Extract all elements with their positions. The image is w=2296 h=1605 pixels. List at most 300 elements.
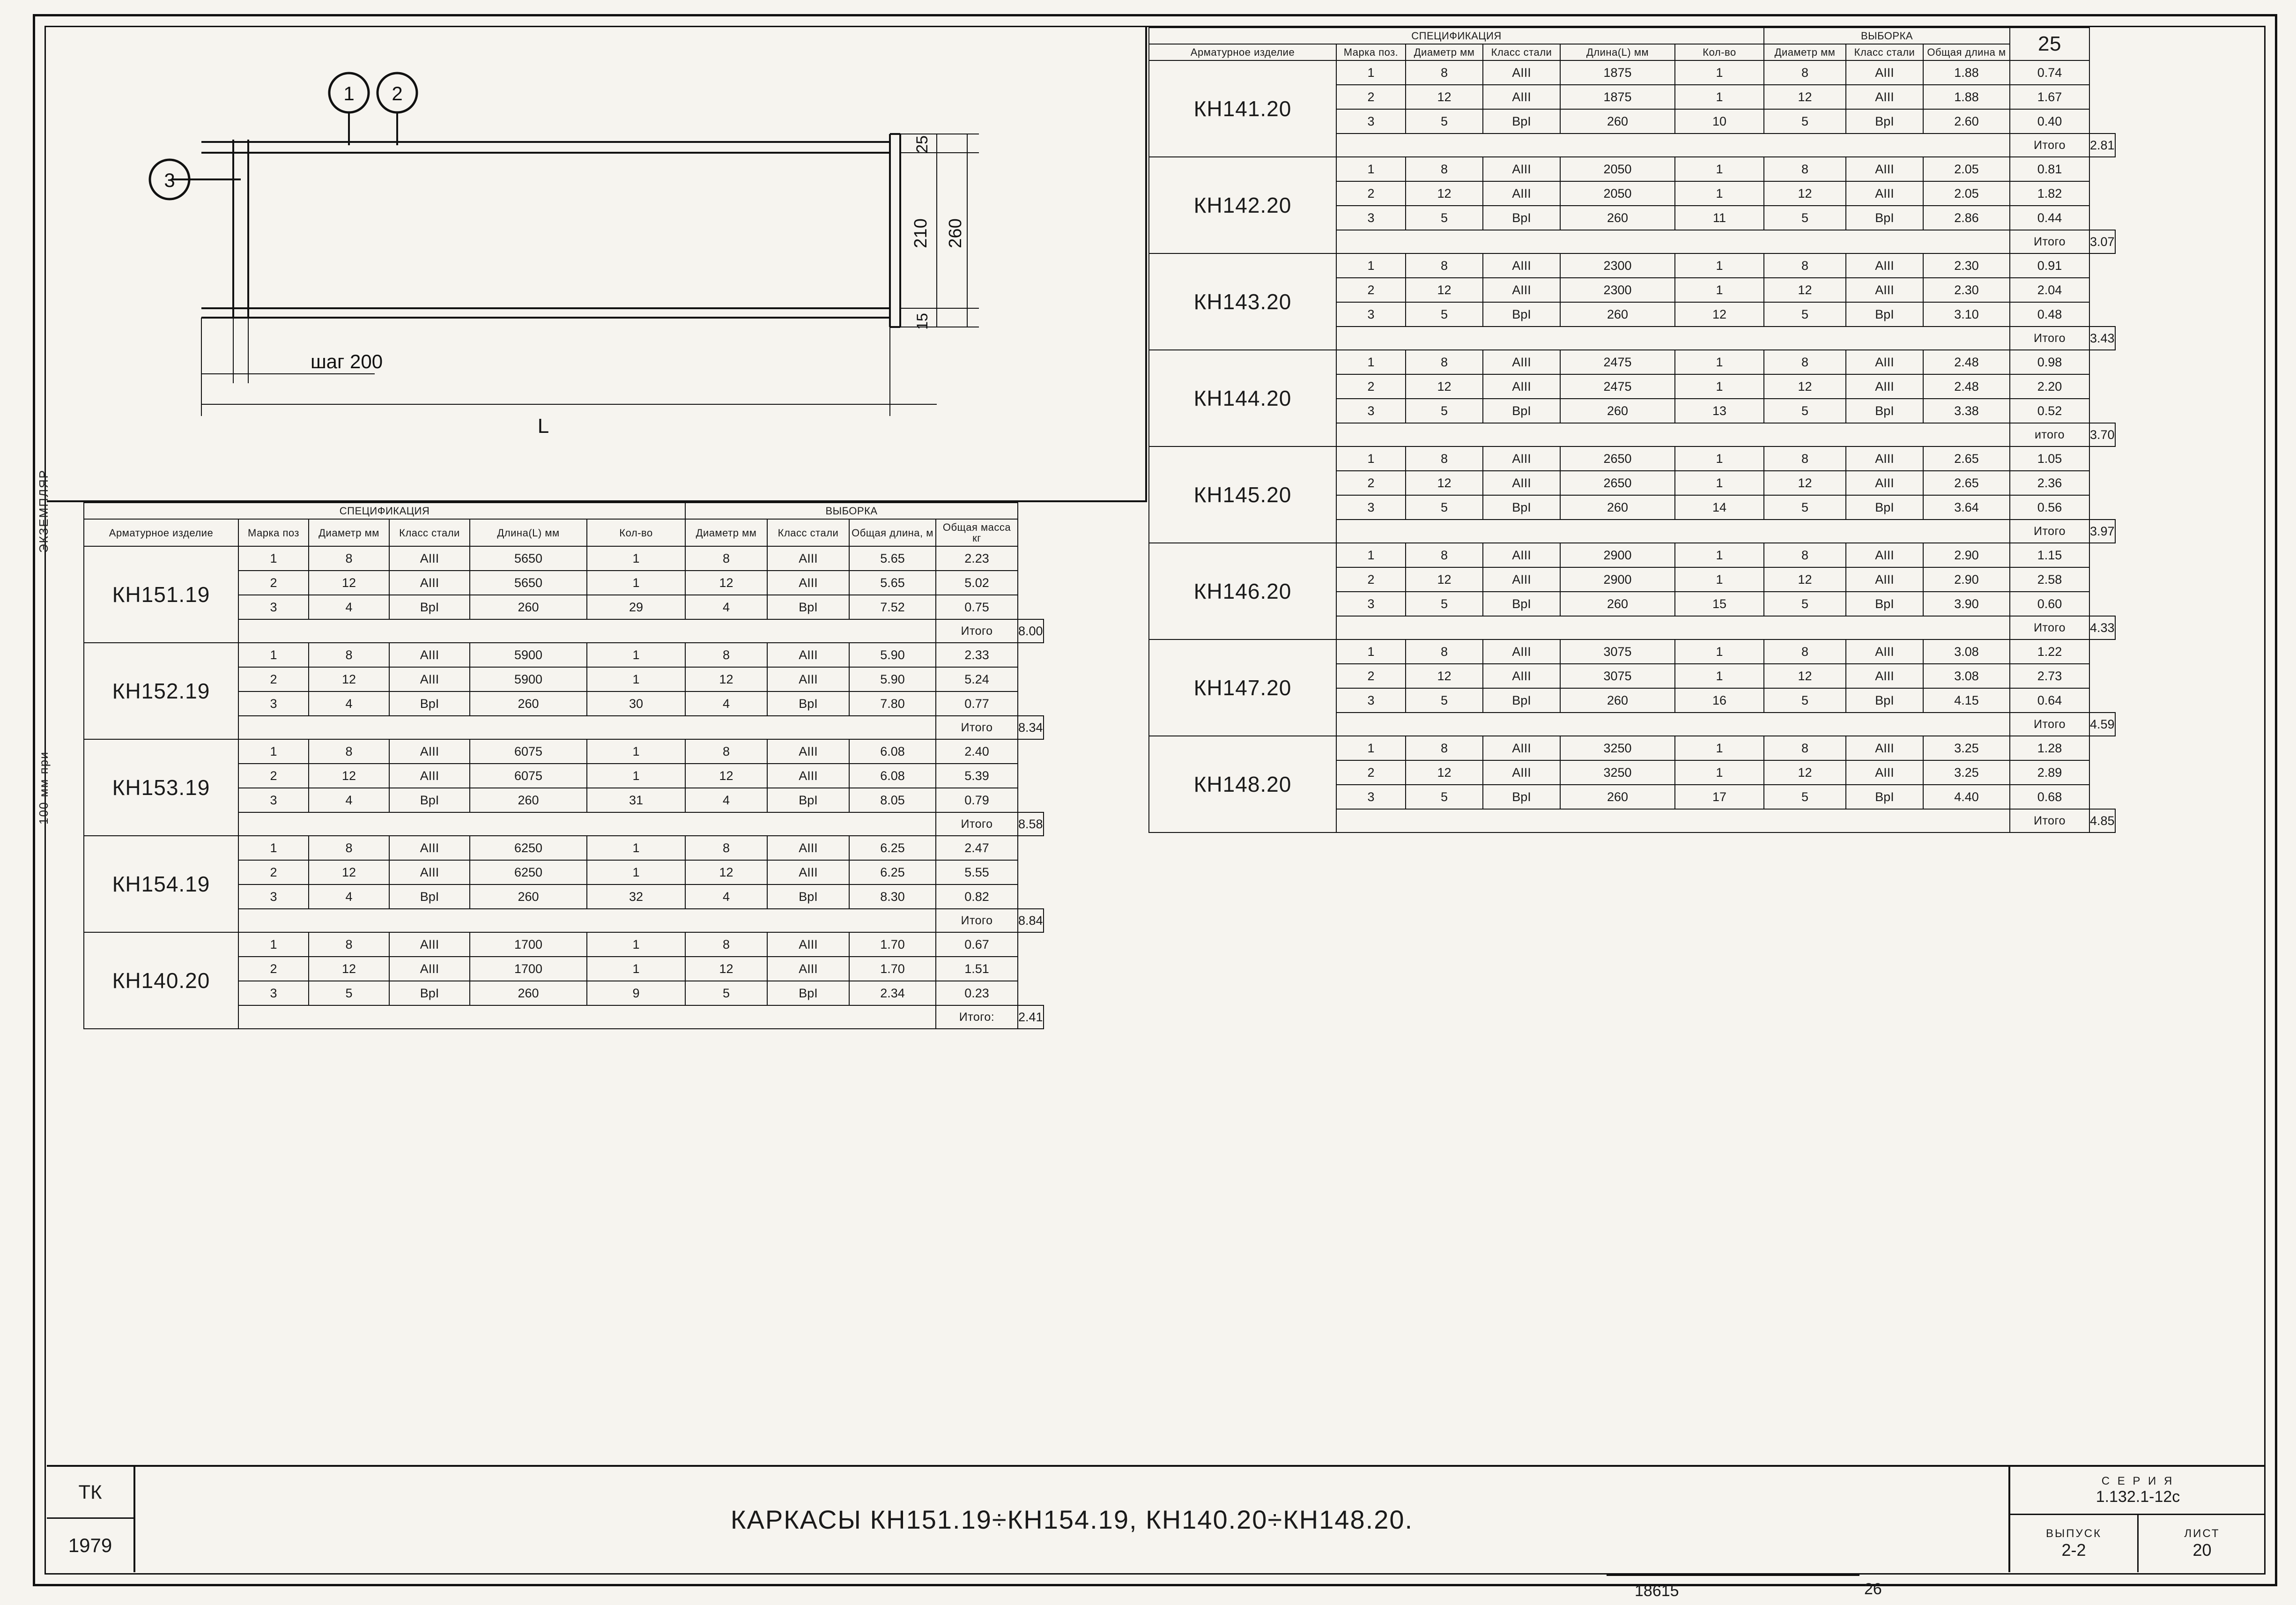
cell-v-total-length: 8.30	[849, 884, 936, 909]
cell-diameter: 8	[309, 739, 389, 764]
cell-qty: 1	[1675, 567, 1764, 592]
cell-v-steel-class: ВрI	[1846, 399, 1923, 423]
cell-steel-class: ВрI	[1483, 302, 1560, 327]
cell-steel-class: АIII	[1483, 374, 1560, 399]
cell-qty: 30	[587, 691, 685, 716]
total-label: Итого	[936, 619, 1018, 643]
cell-v-steel-class: ВрI	[1846, 688, 1923, 713]
cell-qty: 15	[1675, 592, 1764, 616]
cell-v-total-mass: 2.89	[2010, 760, 2089, 785]
cell-v-steel-class: ВрI	[767, 691, 849, 716]
cell-v-diameter: 8	[1764, 543, 1846, 567]
table-row	[1149, 446, 2115, 471]
col-qty: Кол-во	[1675, 44, 1764, 60]
cell-diameter: 8	[1406, 253, 1483, 278]
col-mark: Марка поз	[238, 519, 309, 546]
right-vyborka-title: ВЫБОРКА	[1764, 28, 2010, 44]
cell-position: 1	[238, 643, 309, 667]
cell-position: 2	[1336, 278, 1406, 302]
table-row	[1149, 253, 2115, 278]
cell-v-diameter: 5	[1764, 592, 1846, 616]
cell-position: 2	[238, 860, 309, 884]
total-spacer	[1336, 423, 2010, 446]
cell-qty: 1	[587, 643, 685, 667]
cell-position: 2	[1336, 374, 1406, 399]
total-value: 4.85	[2089, 809, 2115, 832]
issue-sheet-row	[2010, 1515, 2266, 1572]
cell-steel-class: АIII	[389, 739, 470, 764]
cell-v-diameter: 5	[1764, 495, 1846, 520]
cell-v-diameter: 8	[685, 932, 767, 957]
cell-v-total-length: 6.08	[849, 764, 936, 788]
cell-v-total-mass: 2.73	[2010, 664, 2089, 688]
cell-v-diameter: 4	[685, 691, 767, 716]
cell-steel-class: ВрI	[1483, 399, 1560, 423]
cell-length: 5900	[470, 667, 587, 691]
total-label: Итого	[936, 909, 1018, 932]
total-value: 2.41	[1018, 1005, 1044, 1029]
cell-v-diameter: 12	[1764, 85, 1846, 109]
cell-steel-class: АIII	[1483, 85, 1560, 109]
cell-diameter: 5	[1406, 399, 1483, 423]
cell-qty: 1	[587, 571, 685, 595]
cell-v-total-length: 3.10	[1923, 302, 2010, 327]
cell-qty: 1	[587, 932, 685, 957]
cell-diameter: 12	[1406, 567, 1483, 592]
cell-position: 1	[238, 739, 309, 764]
cell-length: 2300	[1560, 253, 1675, 278]
cell-diameter: 12	[1406, 471, 1483, 495]
left-spec-table-wrap	[83, 502, 1145, 1029]
total-value: 3.70	[2089, 423, 2115, 446]
cell-v-diameter: 12	[685, 764, 767, 788]
cell-length: 3075	[1560, 664, 1675, 688]
cell-steel-class: АIII	[389, 643, 470, 667]
right-spec-title: СПЕЦИФИКАЦИЯ	[1149, 28, 1764, 44]
sheet-label: ЛИСТ	[2184, 1527, 2220, 1540]
cell-v-steel-class: ВрI	[767, 884, 849, 909]
cell-v-diameter: 12	[1764, 760, 1846, 785]
cell-v-steel-class: ВрI	[1846, 302, 1923, 327]
cell-diameter: 4	[309, 788, 389, 812]
foot-page: 26	[1864, 1580, 1882, 1598]
cell-steel-class: ВрI	[389, 981, 470, 1005]
cell-length: 1875	[1560, 60, 1675, 85]
cell-v-total-length: 5.90	[849, 667, 936, 691]
cell-v-total-length: 2.05	[1923, 181, 2010, 206]
total-value: 3.43	[2089, 327, 2115, 350]
cell-v-steel-class: АIII	[1846, 350, 1923, 374]
cell-v-total-length: 3.90	[1923, 592, 2010, 616]
cell-diameter: 5	[1406, 302, 1483, 327]
cell-v-total-length: 6.08	[849, 739, 936, 764]
cell-v-total-length: 6.25	[849, 836, 936, 860]
total-spacer	[1336, 616, 2010, 639]
total-value: 4.33	[2089, 616, 2115, 639]
cell-length: 6075	[470, 764, 587, 788]
cell-v-steel-class: ВрI	[1846, 206, 1923, 230]
cell-v-total-length: 4.15	[1923, 688, 2010, 713]
issue-label: ВЫПУСК	[2045, 1527, 2102, 1540]
cell-position: 3	[238, 788, 309, 812]
cell-length: 5900	[470, 643, 587, 667]
cell-qty: 1	[1675, 736, 1764, 760]
cell-diameter: 4	[309, 595, 389, 619]
cell-v-diameter: 5	[1764, 109, 1846, 134]
cell-v-steel-class: АIII	[767, 571, 849, 595]
total-spacer	[1336, 809, 2010, 832]
cell-v-steel-class: АIII	[1846, 639, 1923, 664]
col-v-total-length: Общая длина м	[1923, 44, 2010, 60]
cell-qty: 11	[1675, 206, 1764, 230]
drawing-svg	[47, 27, 1145, 500]
total-label: Итого	[936, 716, 1018, 739]
cell-v-total-mass: 0.82	[936, 884, 1018, 909]
cell-v-total-mass: 2.47	[936, 836, 1018, 860]
cell-v-total-mass: 2.20	[2010, 374, 2089, 399]
cell-steel-class: ВрI	[389, 884, 470, 909]
cell-steel-class: ВрI	[1483, 109, 1560, 134]
cell-v-total-length: 2.90	[1923, 567, 2010, 592]
dim-260: 260	[946, 218, 965, 248]
cell-v-total-length: 7.52	[849, 595, 936, 619]
cell-v-total-length: 2.90	[1923, 543, 2010, 567]
cell-qty: 1	[1675, 157, 1764, 181]
col-length: Длина(L) мм	[1560, 44, 1675, 60]
cell-length: 3250	[1560, 736, 1675, 760]
cell-length: 1875	[1560, 85, 1675, 109]
cell-v-total-length: 1.88	[1923, 60, 2010, 85]
issue-cell	[2010, 1515, 2139, 1572]
cell-steel-class: АIII	[1483, 350, 1560, 374]
cell-v-total-length: 5.90	[849, 643, 936, 667]
cell-v-total-mass: 0.44	[2010, 206, 2089, 230]
cell-length: 260	[1560, 688, 1675, 713]
issue-value: 2-2	[2061, 1540, 2086, 1560]
cell-v-total-length: 4.40	[1923, 785, 2010, 809]
total-spacer	[238, 1005, 936, 1029]
cell-length: 260	[1560, 399, 1675, 423]
cell-diameter: 5	[1406, 785, 1483, 809]
table-row	[84, 739, 1044, 764]
cell-v-total-mass: 0.79	[936, 788, 1018, 812]
cell-qty: 1	[587, 836, 685, 860]
cell-position: 1	[238, 932, 309, 957]
cell-v-steel-class: АIII	[1846, 543, 1923, 567]
cell-v-steel-class: АIII	[1846, 736, 1923, 760]
cell-v-total-mass: 0.64	[2010, 688, 2089, 713]
cell-v-total-length: 2.30	[1923, 278, 2010, 302]
stamp-code: ТК	[47, 1467, 133, 1519]
total-label: Итого	[2010, 230, 2089, 253]
dim-210: 210	[911, 218, 931, 248]
col-steel-class: Класс стали	[389, 519, 470, 546]
right-spec-table	[1148, 27, 2116, 833]
cell-position: 2	[1336, 471, 1406, 495]
cell-length: 3250	[1560, 760, 1675, 785]
cell-position: 3	[238, 691, 309, 716]
cell-v-diameter: 8	[1764, 350, 1846, 374]
cell-diameter: 12	[309, 571, 389, 595]
cell-length: 260	[470, 595, 587, 619]
table-row	[1149, 543, 2115, 567]
total-value: 8.58	[1018, 812, 1044, 836]
cell-position: 2	[1336, 567, 1406, 592]
product-mark-cell: КН144.20	[1149, 350, 1336, 446]
total-spacer	[1336, 230, 2010, 253]
product-mark-cell: КН145.20	[1149, 446, 1336, 543]
cell-v-diameter: 12	[1764, 181, 1846, 206]
cell-v-total-mass: 2.04	[2010, 278, 2089, 302]
cell-position: 3	[1336, 206, 1406, 230]
cell-qty: 1	[1675, 664, 1764, 688]
product-mark-cell: КН148.20	[1149, 736, 1336, 832]
cell-length: 2650	[1560, 471, 1675, 495]
cell-steel-class: ВрI	[1483, 495, 1560, 520]
cell-v-steel-class: АIII	[767, 957, 849, 981]
cell-v-total-length: 2.48	[1923, 374, 2010, 399]
cell-diameter: 8	[1406, 543, 1483, 567]
total-label: Итого	[2010, 616, 2089, 639]
cell-position: 1	[238, 546, 309, 571]
cell-v-diameter: 4	[685, 884, 767, 909]
side-note-1: ЭКЗЕМПЛЯР	[37, 469, 51, 553]
cell-diameter: 8	[309, 546, 389, 571]
cell-v-total-mass: 1.82	[2010, 181, 2089, 206]
col-v-steel-class: Класс стали	[1846, 44, 1923, 60]
cell-length: 6250	[470, 836, 587, 860]
cell-v-total-length: 1.88	[1923, 85, 2010, 109]
cell-v-total-length: 7.80	[849, 691, 936, 716]
cell-diameter: 12	[1406, 278, 1483, 302]
total-value: 8.00	[1018, 619, 1044, 643]
cell-v-total-mass: 1.05	[2010, 446, 2089, 471]
cell-v-total-mass: 1.22	[2010, 639, 2089, 664]
total-value: 2.81	[2089, 134, 2115, 157]
cell-position: 3	[238, 981, 309, 1005]
cell-steel-class: АIII	[1483, 567, 1560, 592]
total-label: Итого	[936, 812, 1018, 836]
cell-position: 3	[1336, 688, 1406, 713]
cell-v-total-mass: 0.52	[2010, 399, 2089, 423]
col-steel-class: Класс стали	[1483, 44, 1560, 60]
stamp-box	[47, 1467, 135, 1572]
cell-v-steel-class: АIII	[1846, 85, 1923, 109]
cell-v-diameter: 8	[1764, 446, 1846, 471]
cell-position: 1	[1336, 736, 1406, 760]
cell-diameter: 4	[309, 884, 389, 909]
cell-v-diameter: 12	[1764, 278, 1846, 302]
cell-diameter: 12	[309, 860, 389, 884]
cell-qty: 13	[1675, 399, 1764, 423]
cell-steel-class: АIII	[1483, 543, 1560, 567]
cell-steel-class: АIII	[1483, 157, 1560, 181]
cell-qty: 32	[587, 884, 685, 909]
cell-v-total-mass: 5.24	[936, 667, 1018, 691]
cell-steel-class: АIII	[389, 667, 470, 691]
cell-length: 2900	[1560, 567, 1675, 592]
cell-length: 1700	[470, 932, 587, 957]
cell-diameter: 5	[309, 981, 389, 1005]
total-label: Итого	[2010, 713, 2089, 736]
cell-v-total-length: 3.38	[1923, 399, 2010, 423]
cell-steel-class: АIII	[389, 764, 470, 788]
cell-v-diameter: 8	[1764, 253, 1846, 278]
cell-v-diameter: 12	[685, 571, 767, 595]
product-mark-cell: КН154.19	[84, 836, 238, 932]
cell-v-steel-class: АIII	[1846, 664, 1923, 688]
cell-diameter: 12	[1406, 760, 1483, 785]
cell-v-steel-class: ВрI	[767, 981, 849, 1005]
cell-length: 2475	[1560, 374, 1675, 399]
cell-v-total-length: 1.70	[849, 932, 936, 957]
cell-position: 2	[238, 571, 309, 595]
cell-v-total-mass: 2.23	[936, 546, 1018, 571]
table-row	[1149, 60, 2115, 85]
cell-steel-class: АIII	[1483, 664, 1560, 688]
callout-2: 2	[392, 82, 403, 104]
sheet-cell	[2139, 1515, 2266, 1572]
foot-code: 18615	[1635, 1582, 1679, 1600]
cell-position: 2	[1336, 181, 1406, 206]
cell-steel-class: АIII	[1483, 60, 1560, 85]
cell-diameter: 5	[1406, 688, 1483, 713]
cell-diameter: 8	[1406, 736, 1483, 760]
cell-qty: 1	[587, 667, 685, 691]
side-note-2: 100 мм при	[37, 751, 51, 825]
cell-diameter: 5	[1406, 206, 1483, 230]
series-value: 1.132.1-12с	[2096, 1487, 2180, 1506]
cell-v-total-mass: 0.91	[2010, 253, 2089, 278]
cell-diameter: 8	[1406, 157, 1483, 181]
cell-qty: 17	[1675, 785, 1764, 809]
total-spacer	[238, 619, 936, 643]
product-mark-cell: КН153.19	[84, 739, 238, 836]
total-spacer	[238, 812, 936, 836]
col-v-total-mass: Общая масса кг	[936, 519, 1018, 546]
col-length: Длина(L) мм	[470, 519, 587, 546]
cell-v-total-mass: 5.02	[936, 571, 1018, 595]
total-spacer	[1336, 134, 2010, 157]
series-box	[2008, 1467, 2266, 1572]
cell-diameter: 8	[309, 643, 389, 667]
cell-v-total-mass: 5.39	[936, 764, 1018, 788]
cell-v-steel-class: АIII	[1846, 181, 1923, 206]
cell-v-steel-class: АIII	[767, 667, 849, 691]
cell-steel-class: АIII	[1483, 253, 1560, 278]
cell-v-diameter: 8	[1764, 736, 1846, 760]
dim-25: 25	[913, 135, 931, 153]
cell-length: 2050	[1560, 181, 1675, 206]
cell-v-total-mass: 1.51	[936, 957, 1018, 981]
cell-steel-class: ВрI	[1483, 688, 1560, 713]
cell-steel-class: ВрI	[389, 595, 470, 619]
cell-qty: 1	[1675, 181, 1764, 206]
cell-qty: 31	[587, 788, 685, 812]
cell-v-total-length: 2.05	[1923, 157, 2010, 181]
cell-position: 1	[1336, 639, 1406, 664]
cell-v-total-length: 1.70	[849, 957, 936, 981]
total-spacer	[238, 716, 936, 739]
cell-diameter: 5	[1406, 495, 1483, 520]
col-product: Арматурное изделие	[84, 519, 238, 546]
product-mark-cell: КН140.20	[84, 932, 238, 1029]
cell-length: 6250	[470, 860, 587, 884]
cell-diameter: 12	[1406, 181, 1483, 206]
table-row	[84, 836, 1044, 860]
cell-v-steel-class: АIII	[1846, 471, 1923, 495]
cell-diameter: 12	[309, 667, 389, 691]
total-label: Итого	[2010, 520, 2089, 543]
cell-position: 2	[238, 667, 309, 691]
cell-v-total-mass: 1.28	[2010, 736, 2089, 760]
cell-position: 1	[1336, 543, 1406, 567]
cell-v-total-length: 3.25	[1923, 736, 2010, 760]
cell-steel-class: ВрI	[389, 691, 470, 716]
cell-v-total-mass: 0.68	[2010, 785, 2089, 809]
cell-position: 3	[1336, 399, 1406, 423]
cell-qty: 1	[587, 957, 685, 981]
cell-v-steel-class: АIII	[767, 836, 849, 860]
cell-steel-class: АIII	[389, 571, 470, 595]
cell-length: 260	[1560, 592, 1675, 616]
cell-position: 2	[1336, 85, 1406, 109]
left-table-body	[84, 546, 1044, 1029]
cell-v-total-mass: 0.81	[2010, 157, 2089, 181]
sheet-value: 20	[2192, 1540, 2212, 1560]
cell-qty: 12	[1675, 302, 1764, 327]
col-qty: Кол-во	[587, 519, 685, 546]
cell-qty: 14	[1675, 495, 1764, 520]
cell-v-steel-class: АIII	[1846, 253, 1923, 278]
cell-length: 260	[1560, 302, 1675, 327]
cell-v-total-mass: 0.74	[2010, 60, 2089, 85]
cell-position: 2	[238, 764, 309, 788]
cell-v-total-mass: 1.15	[2010, 543, 2089, 567]
cell-qty: 1	[1675, 253, 1764, 278]
cell-v-diameter: 12	[685, 860, 767, 884]
cell-v-total-length: 3.08	[1923, 664, 2010, 688]
cell-position: 1	[1336, 350, 1406, 374]
cell-position: 1	[1336, 60, 1406, 85]
left-vyborka-title: ВЫБОРКА	[685, 503, 1018, 519]
cell-position: 3	[1336, 495, 1406, 520]
cell-position: 2	[1336, 760, 1406, 785]
cell-v-total-mass: 0.23	[936, 981, 1018, 1005]
cell-diameter: 12	[1406, 664, 1483, 688]
cell-length: 260	[470, 981, 587, 1005]
cell-steel-class: АIII	[389, 546, 470, 571]
cell-length: 5650	[470, 546, 587, 571]
cell-diameter: 12	[1406, 374, 1483, 399]
cell-diameter: 8	[1406, 60, 1483, 85]
cell-v-steel-class: ВрI	[1846, 109, 1923, 134]
cell-v-steel-class: АIII	[767, 932, 849, 957]
col-v-diameter: Диаметр мм	[685, 519, 767, 546]
cell-v-diameter: 12	[1764, 471, 1846, 495]
cell-v-total-mass: 0.75	[936, 595, 1018, 619]
cell-v-diameter: 5	[1764, 302, 1846, 327]
table-row	[84, 643, 1044, 667]
cell-position: 3	[238, 595, 309, 619]
cell-v-steel-class: АIII	[767, 739, 849, 764]
cell-v-total-length: 8.05	[849, 788, 936, 812]
cell-v-steel-class: ВрI	[767, 595, 849, 619]
cell-steel-class: АIII	[1483, 760, 1560, 785]
right-spec-table-wrap	[1148, 27, 2219, 833]
cell-v-steel-class: АIII	[1846, 157, 1923, 181]
cell-v-steel-class: ВрI	[1846, 495, 1923, 520]
